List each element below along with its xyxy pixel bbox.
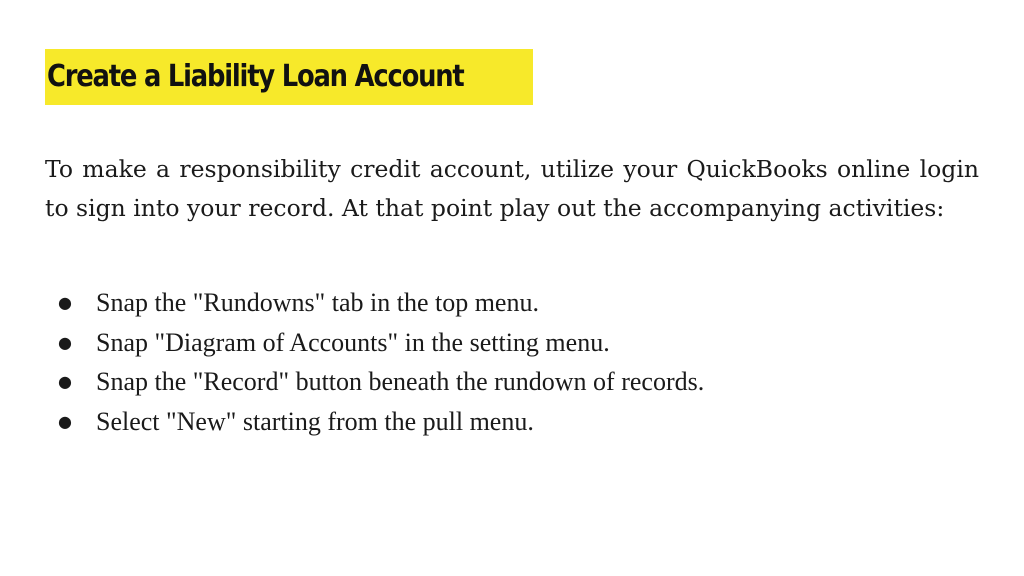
list-item (45, 362, 985, 402)
intro-paragraph: To make a responsibility credit account, utilize your QuickBooks online login to sign into your record. At that point play out the accompanying activities: (45, 155, 979, 222)
bullet-icon: ● (58, 332, 72, 352)
steps-list (45, 283, 985, 441)
list-item (45, 323, 985, 363)
bullet-icon: ● (58, 372, 72, 391)
title-highlight (45, 49, 533, 105)
step-text: Snap "Diagram of Accounts" in the setting menu. (96, 327, 610, 357)
bullet-icon: ● (58, 293, 72, 312)
bullet-icon: ● (58, 411, 72, 431)
step-text: Snap the "Rundowns" tab in the top menu. (96, 288, 539, 317)
slide-title: Create a Liability Loan Account (47, 59, 464, 94)
list-item (45, 402, 985, 442)
step-text: Select "New" starting from the pull menu. (96, 406, 534, 436)
list-item (45, 283, 985, 323)
step-text: Snap the "Record" button beneath the rundown of records. (96, 367, 705, 396)
